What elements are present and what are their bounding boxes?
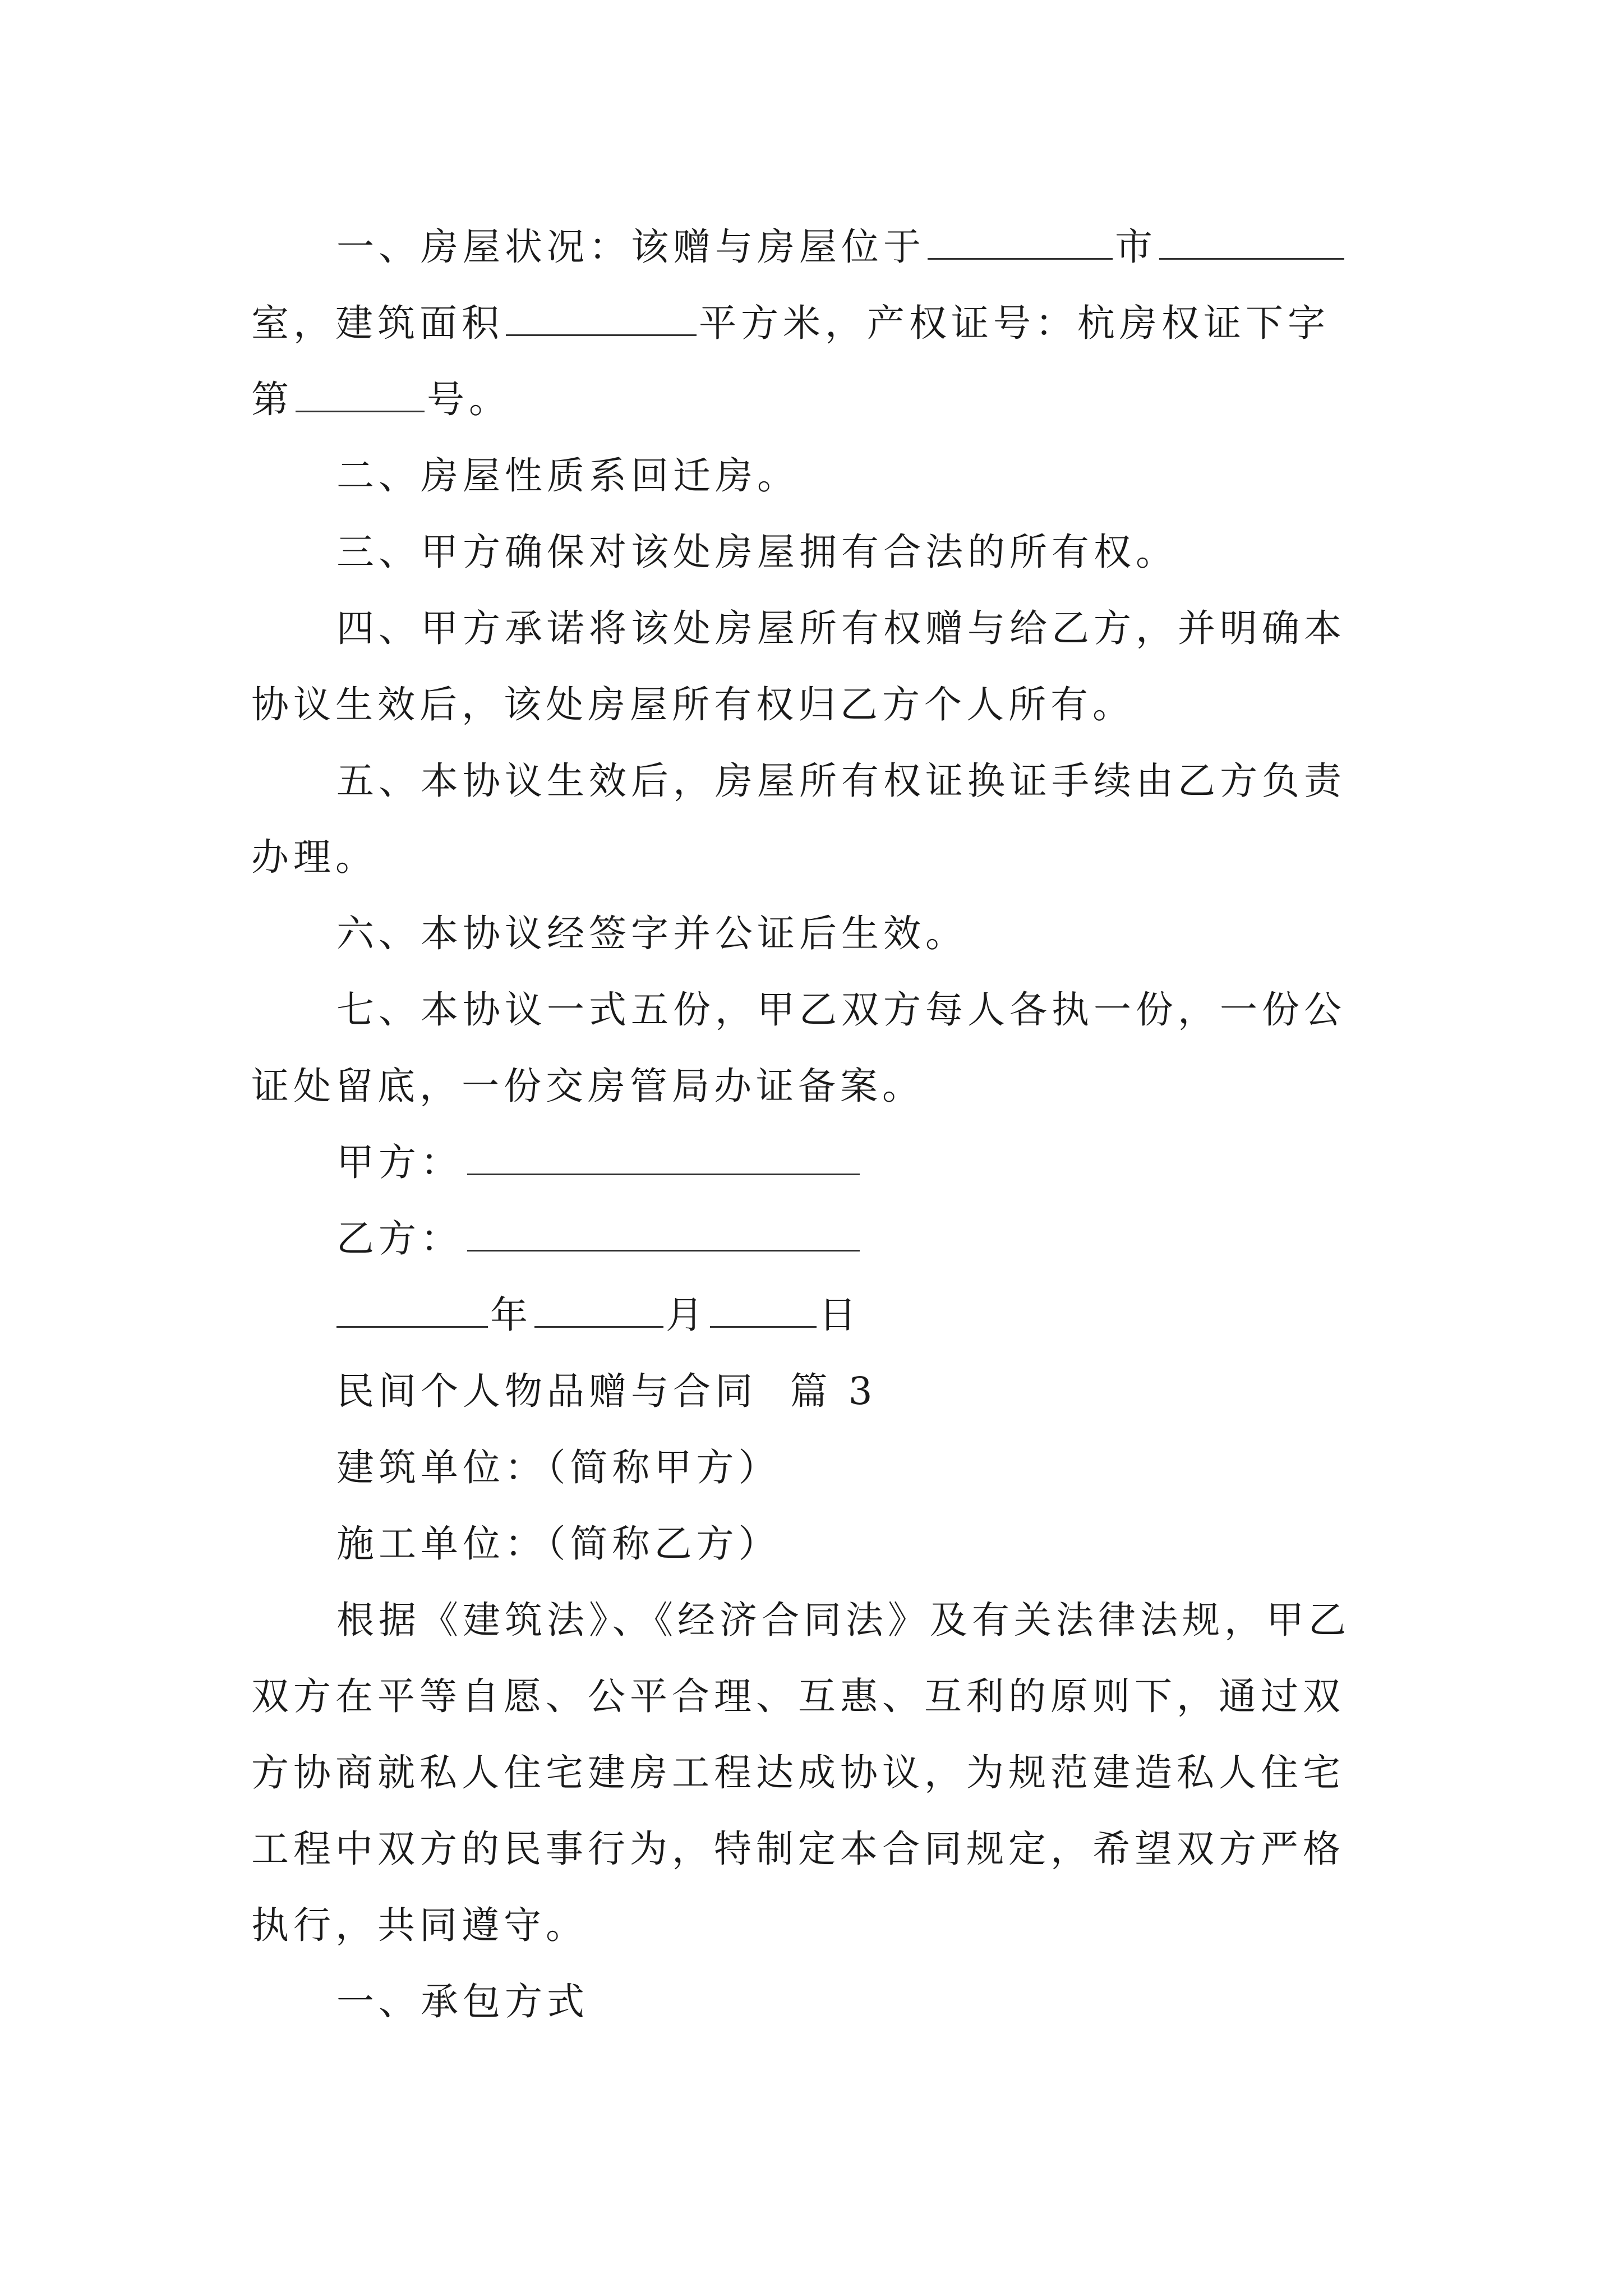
intro-line-2: 双方在平等自愿、公平合理、互惠、互利的原则下，通过双 [251,1674,1345,1718]
clause-7-line-2: 证处留底，一份交房管局办证备案。 [251,1064,924,1108]
clause-1-line-3 [251,361,1384,438]
clause-1-text-d: 平方米，产权证号：杭房权证下字 [699,301,1330,345]
document-body [251,209,1384,2040]
signature-party-a [251,1124,1384,1200]
intro-line-1: 根据《建筑法》、《经济合同法》及有关法律法规，甲乙 [336,1598,1350,1642]
clause-5-line-2: 办理。 [251,835,377,879]
clause-1-text-a: 一、房屋状况：该赠与房屋位于 [336,225,925,269]
clause-6: 六、本协议经签字并公证后生效。 [336,912,967,955]
party-a-signature-line [467,1140,860,1175]
clause-4-line-1: 四、甲方承诺将该处房屋所有权赠与给乙方，并明确本 [336,606,1346,650]
intro-line-3: 方协商就私人住宅建房工程达成协议，为规范建造私人住宅 [251,1751,1345,1795]
clause-1-line-1 [251,209,1384,285]
clause-7-line-1: 七、本协议一式五份，甲乙双方每人各执一份，一份公 [336,988,1346,1032]
clause-5-line-1: 五、本协议生效后，房屋所有权证换证手续由乙方负责 [336,759,1346,803]
clause-heading-contract-method: 一、承包方式 [336,1980,589,2023]
clause-1-text-c: 室，建筑面积 [251,301,504,345]
clause-4-line-2: 协议生效后，该处房屋所有权归乙方个人所有。 [251,683,1135,726]
intro-line-4: 工程中双方的民事行为，特制定本合同规定，希望双方严格 [251,1827,1345,1871]
day-label: 日 [819,1293,861,1337]
clause-1-text-e: 第 [251,378,293,421]
contractor-line: 施工单位：（简称乙方） [336,1522,781,1566]
clause-1-text-b: 市 [1115,225,1157,269]
blank-day [710,1292,817,1328]
party-a-label: 甲方： [336,1140,463,1184]
blank-cert-number [296,377,425,412]
signature-party-b [251,1200,1384,1277]
signature-date [251,1277,1384,1353]
clause-1-text-f: 号。 [427,378,511,421]
month-label: 月 [666,1293,708,1337]
blank-area [506,301,697,336]
clause-1-line-2 [251,285,1384,361]
party-b-label: 乙方： [336,1217,463,1260]
builder-line: 建筑单位：（简称甲方） [336,1446,781,1489]
intro-line-5: 执行，共同遵守。 [251,1903,588,1947]
blank-year [336,1292,488,1328]
blank-month [534,1292,663,1328]
section-3-title: 民间个人物品赠与合同 篇 3 [336,1369,877,1413]
year-label: 年 [490,1293,532,1337]
clause-2: 二、房屋性质系回迁房。 [336,454,799,498]
party-b-signature-line [467,1216,860,1251]
blank-city [928,224,1113,260]
blank-room [1159,224,1344,260]
clause-3: 三、甲方确保对该处房屋拥有合法的所有权。 [336,530,1178,574]
